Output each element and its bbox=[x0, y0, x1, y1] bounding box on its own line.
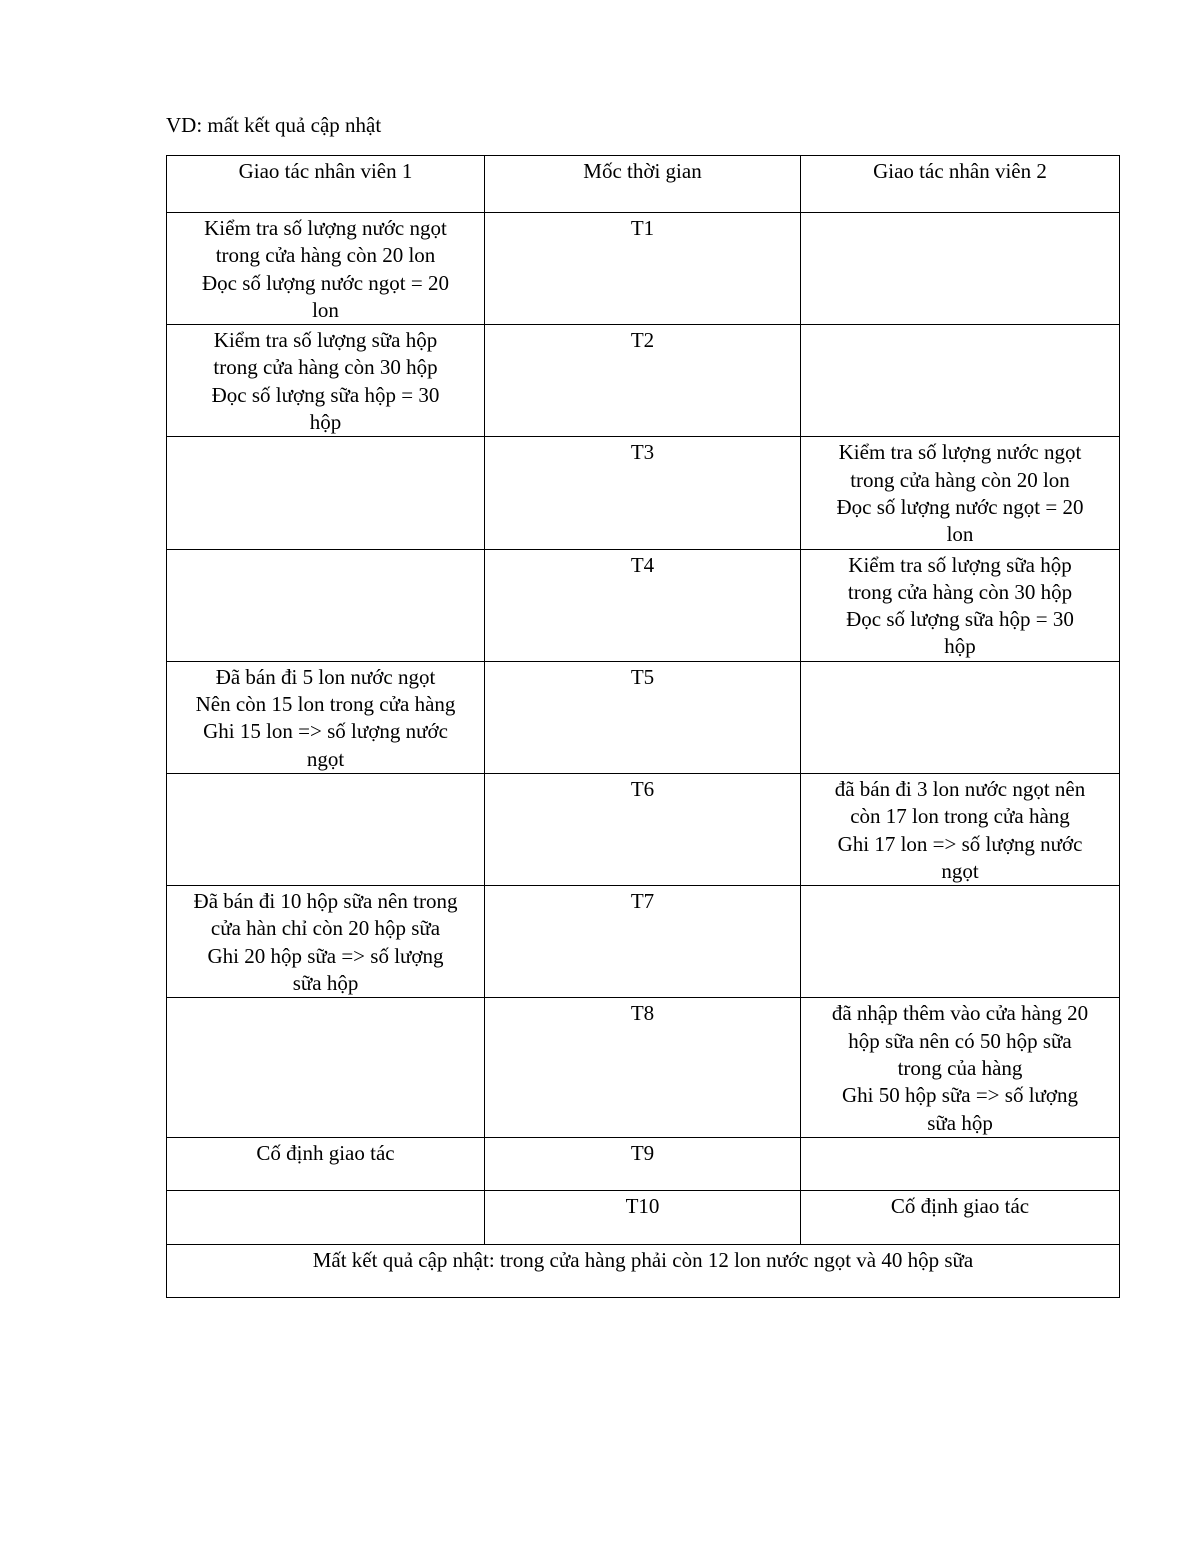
cell-text-line: Ghi 20 hộp sữa => số lượng bbox=[207, 943, 444, 968]
cell-staff2 bbox=[801, 998, 1120, 1137]
table-row bbox=[167, 213, 1120, 325]
cell-staff2 bbox=[801, 1137, 1120, 1190]
time-label: T8 bbox=[630, 1001, 655, 1026]
cell-text-line: Kiểm tra số lượng sữa hộp bbox=[213, 328, 438, 353]
cell-time bbox=[485, 549, 801, 661]
cell-text-line: sữa hộp bbox=[292, 971, 359, 996]
table-row bbox=[167, 773, 1120, 885]
cell-staff1 bbox=[167, 998, 485, 1137]
cell-staff1 bbox=[167, 886, 485, 998]
time-label: T10 bbox=[625, 1193, 660, 1218]
footer-row bbox=[167, 1244, 1120, 1297]
footer-cell bbox=[167, 1244, 1120, 1297]
time-label: T5 bbox=[630, 664, 655, 689]
footer-text: Mất kết quả cập nhật: trong cửa hàng phải còn 12 lon nước ngọt và 40 hộp sữa bbox=[312, 1247, 974, 1272]
cell-staff1 bbox=[167, 1137, 485, 1190]
cell-time bbox=[485, 213, 801, 325]
cell-staff2 bbox=[801, 886, 1120, 998]
cell-staff1 bbox=[167, 213, 485, 325]
cell-text-line: Đọc số lượng sữa hộp = 30 bbox=[211, 382, 440, 407]
time-label: T2 bbox=[630, 328, 655, 353]
cell-staff2 bbox=[801, 549, 1120, 661]
time-label: T6 bbox=[630, 776, 655, 801]
table-row bbox=[167, 1137, 1120, 1190]
cell-staff2 bbox=[801, 773, 1120, 885]
time-label: T1 bbox=[630, 216, 655, 240]
cell-text-line: Cố định giao tác bbox=[890, 1193, 1030, 1218]
table-row bbox=[167, 886, 1120, 998]
table-row bbox=[167, 437, 1120, 549]
cell-staff1 bbox=[167, 437, 485, 549]
cell-text-line: sữa hộp bbox=[927, 1110, 993, 1135]
header-cell-time: Mốc thời gian bbox=[485, 156, 801, 213]
cell-text-line: Ghi 15 lon => số lượng nước bbox=[203, 719, 448, 744]
cell-text-line: Ghi 50 hộp sữa => số lượng bbox=[841, 1083, 1079, 1108]
cell-staff1 bbox=[167, 661, 485, 773]
cell-text-line: Đọc số lượng sữa hộp = 30 bbox=[846, 607, 1074, 632]
cell-text-line: Đọc số lượng nước ngọt = 20 bbox=[836, 494, 1084, 519]
cell-text-line: trong cửa hàng còn 20 lon bbox=[850, 467, 1070, 492]
header-cell-staff2: Giao tác nhân viên 2 bbox=[801, 156, 1120, 213]
header-row bbox=[167, 156, 1120, 213]
cell-staff2 bbox=[801, 213, 1120, 325]
table-row bbox=[167, 998, 1120, 1137]
header-cell-staff1: Giao tác nhân viên 1 bbox=[167, 156, 485, 213]
transaction-table bbox=[166, 155, 1120, 1298]
cell-time bbox=[485, 1137, 801, 1190]
cell-text-line: ngọt bbox=[306, 746, 345, 771]
cell-staff2 bbox=[801, 661, 1120, 773]
cell-text-line: Kiểm tra số lượng nước ngọt bbox=[838, 440, 1082, 465]
cell-staff1 bbox=[167, 325, 485, 437]
document-heading: VD: mất kết quả cập nhật bbox=[166, 113, 382, 137]
cell-text-line: lon bbox=[312, 297, 339, 322]
cell-text-line: hộp sữa nên có 50 hộp sữa bbox=[848, 1028, 1072, 1053]
time-label: T7 bbox=[630, 889, 655, 914]
cell-staff2 bbox=[801, 325, 1120, 437]
cell-time bbox=[485, 1190, 801, 1244]
time-label: T3 bbox=[630, 440, 655, 465]
cell-staff1 bbox=[167, 1190, 485, 1244]
time-label: T9 bbox=[630, 1140, 655, 1165]
cell-text-line: Đọc số lượng nước ngọt = 20 bbox=[202, 270, 449, 295]
cell-text-line: Kiểm tra số lượng nước ngọt bbox=[204, 216, 447, 240]
cell-text-line: trong cửa hàng còn 30 hộp bbox=[213, 355, 438, 380]
cell-time bbox=[485, 886, 801, 998]
cell-staff2 bbox=[801, 1190, 1120, 1244]
cell-text-line: Kiểm tra số lượng sữa hộp bbox=[848, 552, 1072, 577]
table-row bbox=[167, 549, 1120, 661]
cell-text-line: còn 17 lon trong cửa hàng bbox=[850, 804, 1070, 829]
cell-staff1 bbox=[167, 773, 485, 885]
cell-text-line: hộp bbox=[944, 634, 976, 659]
cell-text-line: cửa hàn chỉ còn 20 hộp sữa bbox=[210, 916, 441, 941]
cell-text-line: đã bán đi 3 lon nước ngọt nên bbox=[834, 776, 1086, 801]
cell-time bbox=[485, 661, 801, 773]
cell-text-line: trong cửa hàng còn 20 lon bbox=[215, 243, 436, 268]
cell-time bbox=[485, 437, 801, 549]
cell-text-line: Đã bán đi 10 hộp sữa nên trong bbox=[193, 889, 458, 914]
table-body bbox=[167, 156, 1120, 1298]
cell-text-line: hộp bbox=[309, 410, 342, 435]
cell-time bbox=[485, 773, 801, 885]
cell-time bbox=[485, 998, 801, 1137]
cell-text-line: Ghi 17 lon => số lượng nước bbox=[837, 831, 1083, 856]
table-row bbox=[167, 325, 1120, 437]
cell-text-line: trong cửa hàng còn 30 hộp bbox=[847, 579, 1073, 604]
cell-text-line: trong của hàng bbox=[897, 1055, 1023, 1080]
cell-text-line: Nên còn 15 lon trong cửa hàng bbox=[195, 692, 456, 717]
cell-text-line: lon bbox=[946, 522, 974, 547]
cell-text-line: Đã bán đi 5 lon nước ngọt bbox=[215, 664, 436, 689]
cell-time bbox=[485, 325, 801, 437]
table-row bbox=[167, 1190, 1120, 1244]
cell-text-line: đã nhập thêm vào cửa hàng 20 bbox=[831, 1001, 1089, 1026]
cell-text-line: ngọt bbox=[941, 858, 979, 883]
time-label: T4 bbox=[630, 552, 655, 577]
cell-staff1 bbox=[167, 549, 485, 661]
cell-text-line: Cố định giao tác bbox=[256, 1140, 395, 1165]
table-row bbox=[167, 661, 1120, 773]
cell-staff2 bbox=[801, 437, 1120, 549]
